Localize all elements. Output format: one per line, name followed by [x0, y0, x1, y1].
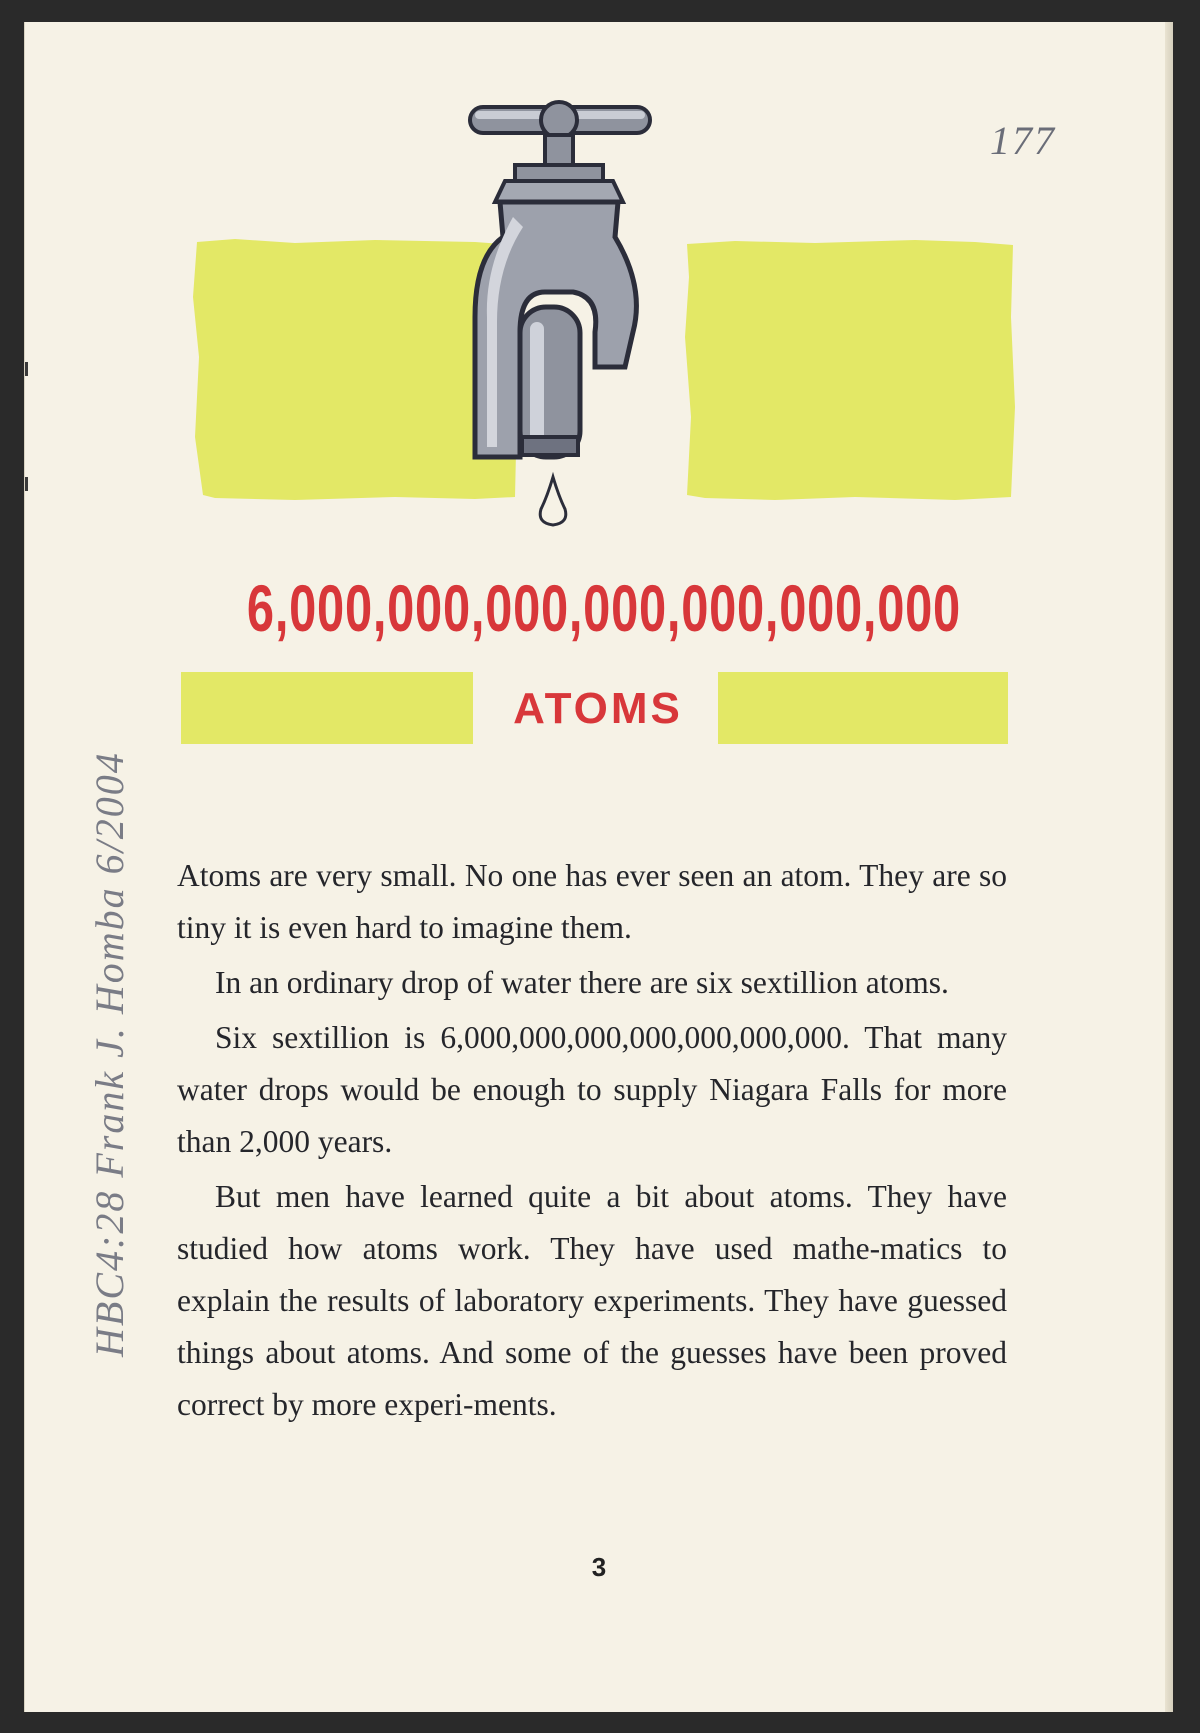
- paragraph: In an ordinary drop of water there are six sextillion atoms.: [215, 965, 949, 1000]
- yellow-panel-right: [685, 240, 1015, 500]
- big-number-headline: 6,000,000,000,000,000,000,000: [246, 571, 961, 645]
- spine-mark: [25, 477, 28, 491]
- faucet-illustration: [175, 77, 1035, 557]
- water-drop-icon: [540, 477, 566, 525]
- paragraph: But men have learned quite a bit about atoms. They have studied how atoms work. They have used mathe-matics to explain the results of laboratory experiments. They have guessed things about atoms. And some of the guesses have been proved correct by more experi-ments.: [177, 1179, 1007, 1422]
- atoms-heading: ATOMS: [513, 684, 683, 733]
- faucet-icon: [470, 102, 650, 457]
- yellow-panel-left: [193, 239, 517, 500]
- body-text: [177, 850, 1007, 1434]
- paragraph: Six sextillion is 6,000,000,000,000,000,000,000. That many water drops would be enough to supply Niagara Falls for more than 2,000 years.: [177, 1020, 1007, 1159]
- spine-mark: [25, 362, 28, 376]
- handwritten-page-number: 177: [990, 118, 1056, 163]
- yellow-band-right: [718, 672, 1008, 744]
- page-edge: [1165, 22, 1173, 1712]
- handwritten-margin-note: HBC4:28 Frank J. Homba 6/2004: [87, 751, 132, 1357]
- book-page: [24, 22, 1173, 1712]
- page-number: 3: [591, 1552, 607, 1582]
- yellow-band-left: [181, 672, 473, 744]
- paragraph: Atoms are very small. No one has ever seen an atom. They are so tiny it is even hard to imagine them.: [177, 858, 1007, 945]
